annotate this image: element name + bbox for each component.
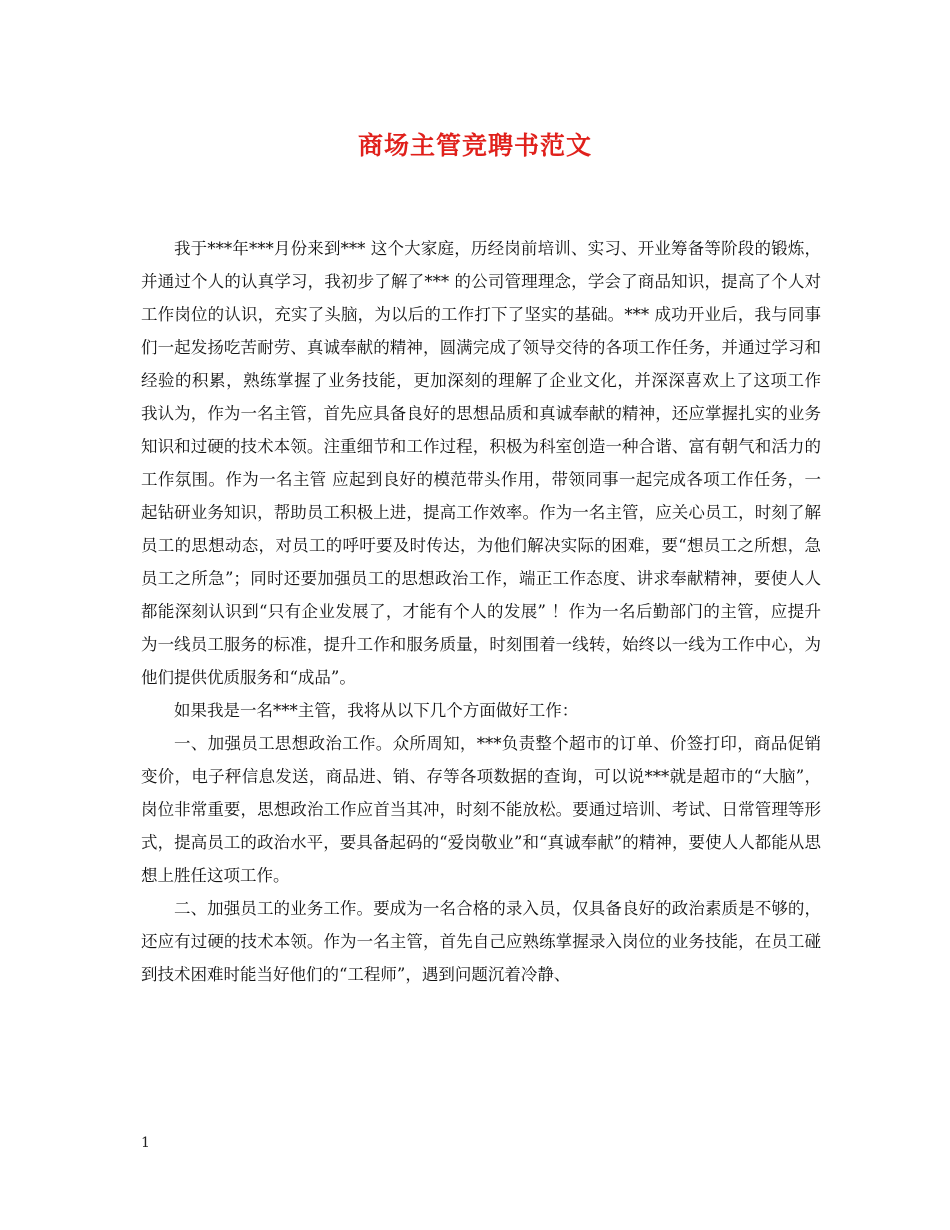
document-title: 商场主管竞聘书范文 [357,131,592,160]
paragraph-intro: 我于***年***月份来到*** 这个大家庭，历经岗前培训、实习、开业筹备等阶段的锻炼，并通过个人的认真学习，我初步了解了*** 的公司管理理念，学会了商品知识，提高了个人对工作岗位的认识，充实了头脑，为以后的工作打下了坚实的基础。*** 成功开业后，我与同事们一起发扬吃苦耐劳、真诚奉献的精神，圆满完成了领导交待的各项工作任务，并通过学习和经验的积累，熟练掌握了业务技能，更加深刻的理解了企业文化，并深深喜欢上了这项工作 我认为，作为一名主管，首先应具备良好的思想品质和真诚奉献的精神，还应掌握扎实的业务知识和过硬的技术本领。注重细节和工作过程，积极为科室创造一种合谐、富有朝气和活力的工作氛围。作为一名主管 应起到良好的模范带头作用，带领同事一起完成各项工作任务，一起钻研业务知识，帮助员工积极上进，提高工作效率。作为一名主管，应关心员工，时刻了解员工的思想动态，对员工的呼吁要及时传达，为他们解决实际的困难，要“想员工之所想，急员工之所急”；同时还要加强员工的思想政治工作，端正工作态度、讲求奉献精神，要使人人都能深刻认识到“只有企业发展了，才能有个人的发展” ！作为一名后勤部门的主管，应提升为一线员工服务的标准，提升工作和服务质量，时刻围着一线转，始终以一线为工作中心，为他们提供优质服务和“成品”。 [141,239,821,687]
paragraph-point-one: 一、加强员工思想政治工作。众所周知，***负责整个超市的订单、价签打印，商品促销变价，电子秤信息发送，商品进、销、存等各项数据的查询，可以说***就是超市的“大脑”，岗位非常重要，思想政治工作应首当其冲，时刻不能放松。要通过培训、考试、日常管理等形式，提高员工的政治水平，要具备起码的“爱岗敬业”和“真诚奉献”的精神，要使人人都能从思想上胜任这项工作。 [141,734,821,885]
document-body [141,232,821,991]
paragraph-point-two: 二、加强员工的业务工作。要成为一名合格的录入员，仅具备良好的政治素质是不够的，还应有过硬的技术本领。作为一名主管，首先自己应熟练掌握录入岗位的业务技能，在员工碰到技术困难时能当好他们的“工程师”，遇到问题沉着冷静、 [141,899,821,984]
page-number: 1 [141,1135,150,1151]
paragraph-plan-intro: 如果我是一名***主管，我将从以下几个方面做好工作： [174,701,579,720]
